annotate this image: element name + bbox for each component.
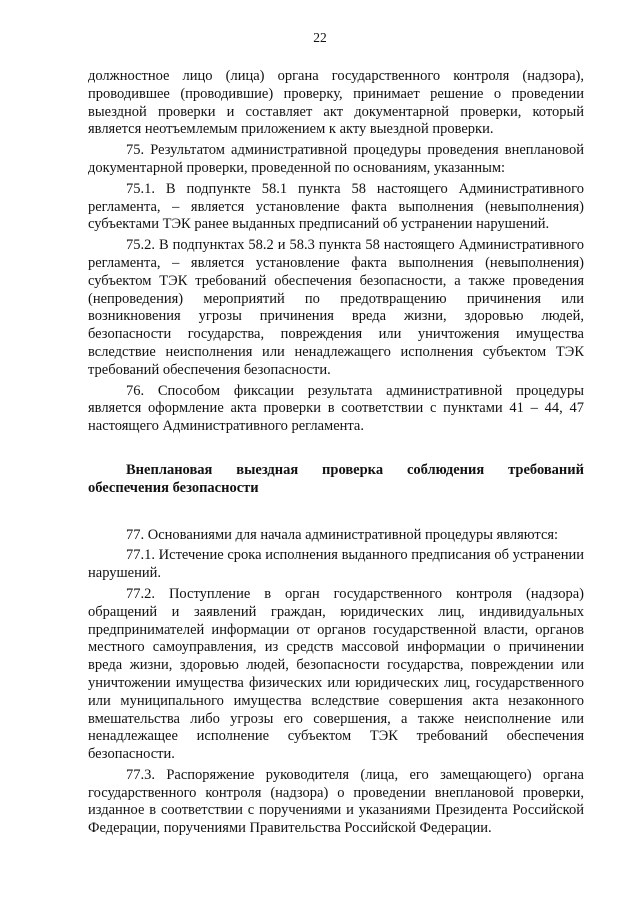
paragraph-77: 77. Основаниями для начала административной процедуры являются: <box>126 526 559 543</box>
page-number: 22 <box>313 30 327 45</box>
paragraph-75-2: 75.2. В подпунктах 58.2 и 58.3 пункта 58 настоящего Административного регламента, – является установление факта выполнения (невыполнения) субъектом ТЭК требований обеспечения безопасности, а также проведения (непроведения) мероприятий по предотвращению причинения или возникновения угрозы причинения вреда жизни, здоровью людей, безопасности государства, повреждения или уничтожения имущества вследствие неисполнения или ненадлежащего исполнения субъектом ТЭК требований обеспечения безопасности. <box>88 237 584 378</box>
section-heading: Внеплановая выездная проверка соблюдения требований обеспечения безопасности <box>88 461 584 496</box>
paragraph-77-2: 77.2. Поступление в орган государственного контроля (надзора) обращений и заявлений граждан, юридических лиц, индивидуальных предпринимателей информации от органов государственной власти, органов местного самоуправления, из средств массовой информации о причинении вреда жизни, здоровью людей, безопасности государства, повреждении или уничтожении имущества физических или юридических лиц, государственного или муниципального имущества вследствие совершения акта незаконного вмешательства либо угрозы его совершения, а также неисполнение или ненадлежащее исполнение субъектом ТЭК требований обеспечения безопасности. <box>88 585 584 763</box>
paragraph-continuation: должностное лицо (лица) органа государственного контроля (надзора), проводившее (проводившие) проверку, принимает решение о проведении выездной проверки и составляет акт документарной проверки, который является неотъемлемым приложением к акту выездной проверки. <box>88 68 584 138</box>
paragraph-75: 75. Результатом административной процедуры проведения внеплановой документарной проверки, проведенной по основаниям, указанным: <box>88 142 584 176</box>
paragraph-77-3: 77.3. Распоряжение руководителя (лица, его замещающего) органа государственного контроля (надзора) о проведении внеплановой проверки, изданное в соответствии с поручениями и указаниями Президента Российской Федерации, поручениями Правительства Российской Федерации. <box>88 766 584 837</box>
paragraph-77-1: 77.1. Истечение срока исполнения выданного предписания об устранении нарушений. <box>88 547 584 582</box>
paragraph-76: 76. Способом фиксации результата административной процедуры является оформление акта проверки в соответствии с пунктами 41 – 44, 47 настоящего Административного регламента. <box>88 382 584 435</box>
paragraph-75-1: 75.1. В подпункте 58.1 пункта 58 настоящего Административного регламента, – является установление факта выполнения (невыполнения) субъектами ТЭК ранее выданных предписаний об устранении нарушений. <box>88 180 584 233</box>
